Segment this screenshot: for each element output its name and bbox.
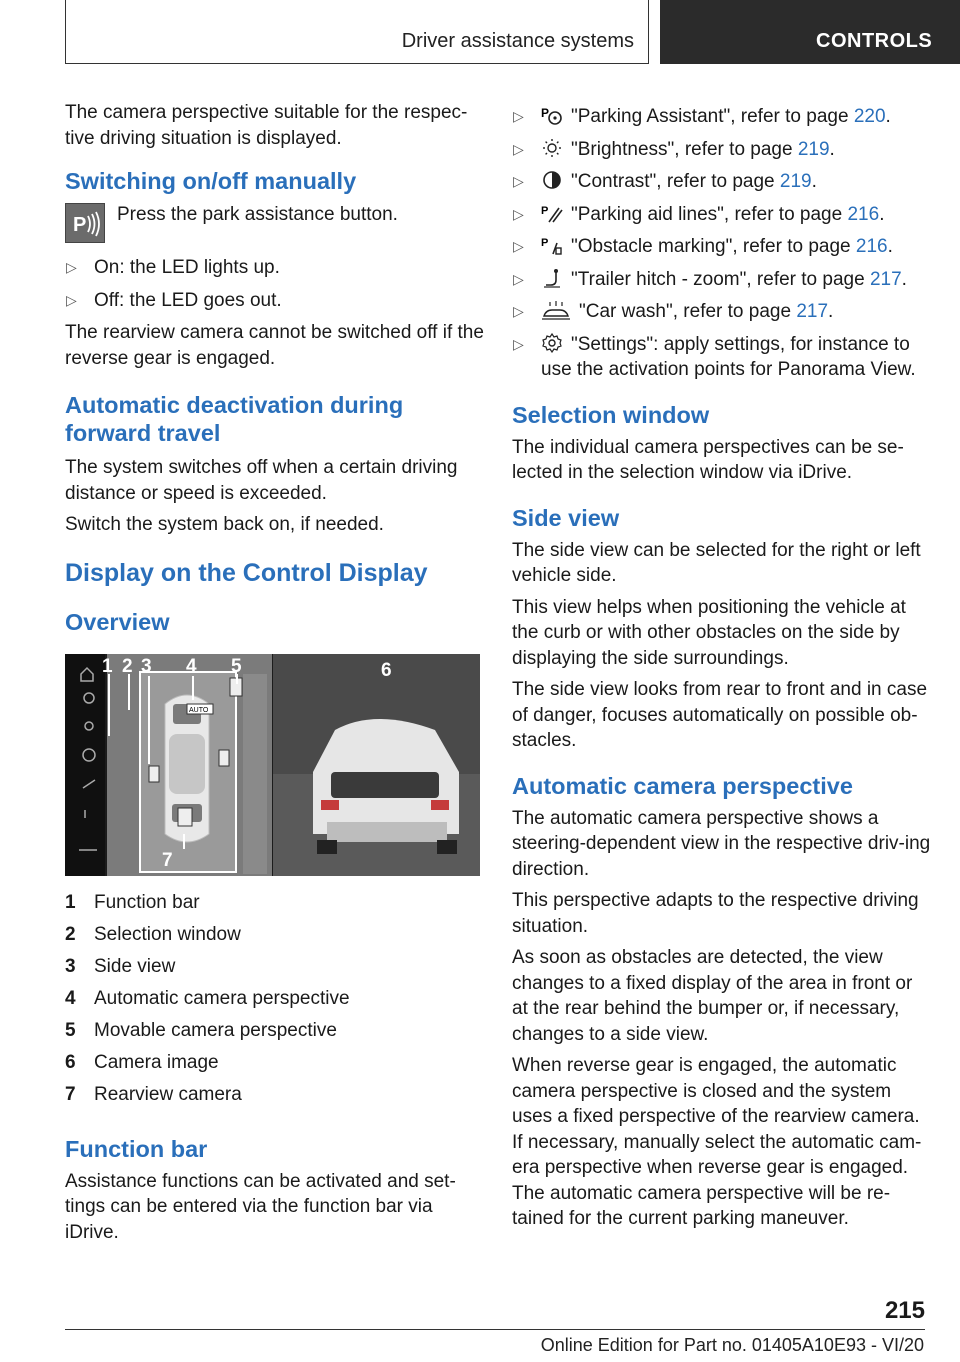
left-column bbox=[65, 100, 485, 1251]
function-bar-text: Assistance functions can be activated and set-tings can be entered via the function bar via iDrive. bbox=[65, 1170, 456, 1243]
bullet-triangle-icon: ▷ bbox=[513, 303, 524, 319]
bullet-triangle-icon: ▷ bbox=[66, 291, 77, 308]
legend-item: 3 Side view bbox=[65, 955, 176, 977]
callout-1: 1 bbox=[102, 655, 113, 677]
list-item: ▷ "Contrast", refer to page 219. bbox=[512, 169, 932, 195]
bullet-triangle-icon: ▷ bbox=[513, 238, 524, 254]
footer-divider bbox=[65, 1329, 925, 1330]
heading-function-bar: Function bar bbox=[65, 1135, 208, 1162]
page-link[interactable]: 217 bbox=[796, 301, 829, 322]
header-section-title: Driver assistance systems bbox=[401, 30, 634, 52]
heading-selection-window: Selection window bbox=[512, 401, 710, 428]
callout-2: 2 bbox=[122, 655, 133, 677]
heading-overview: Overview bbox=[65, 608, 170, 635]
callout-7: 7 bbox=[162, 849, 173, 871]
legend-list bbox=[65, 890, 485, 1107]
auto-deactivation-text: The system switches off when a certain driving distance or speed is exceeded. bbox=[65, 457, 458, 504]
side-view-text-3: The side view looks from rear to front and in case of danger, focuses automatically on possible ob-stacles. bbox=[512, 679, 928, 751]
heading-control-display: Display on the Control Display bbox=[65, 558, 428, 587]
header-section-box bbox=[65, 0, 649, 64]
automatic-camera-text-1: The automatic camera perspective shows a steering-dependent view in the respective driv-ing direction. bbox=[512, 807, 931, 880]
svg-text:P: P bbox=[541, 204, 549, 217]
page-link[interactable]: 216 bbox=[847, 203, 880, 225]
callout-4: 4 bbox=[186, 655, 197, 677]
bullet-triangle-icon: ▷ bbox=[513, 270, 524, 287]
legend-item: 7 Rearview camera bbox=[65, 1083, 242, 1105]
button-instruction-text: Press the park assistance button. bbox=[117, 204, 398, 225]
page-link[interactable]: 219 bbox=[797, 138, 830, 160]
parking-aid-lines-icon bbox=[541, 203, 563, 223]
settings-icon bbox=[541, 333, 563, 353]
bullet-triangle-icon: ▷ bbox=[66, 259, 77, 275]
page-link[interactable]: 216 bbox=[855, 236, 888, 257]
callout-5: 5 bbox=[231, 655, 242, 677]
parking-assistant-icon bbox=[541, 105, 563, 125]
list-item: ▷ On: the LED lights up. bbox=[65, 255, 485, 281]
legend-item: 2 Selection window bbox=[65, 923, 241, 945]
page-link[interactable]: 217 bbox=[869, 268, 902, 290]
header-chapter-box bbox=[660, 0, 960, 64]
automatic-camera-text-3: As soon as obstacles are detected, the view changes to a fixed display of the area in front or at the rear behind the bumper or, if necessary, changes to a side view. bbox=[512, 947, 913, 1045]
heading-auto-deactivation: Automatic deactivation during forward travel bbox=[65, 392, 404, 446]
legend-item: 4 Automatic camera perspective bbox=[65, 987, 350, 1009]
page-number: 215 bbox=[884, 1297, 925, 1324]
automatic-camera-text-4: When reverse gear is engaged, the automatic camera perspective is closed and the system uses a fixed perspective of the rearview camera. If necessary, manually select the automatic cam-era perspective when reverse gear is engaged. The automatic camera perspective will be re-tained for the current parking maneuver. bbox=[512, 1055, 922, 1229]
reverse-gear-note: The rearview camera cannot be switched off if the reverse gear is engaged. bbox=[65, 322, 484, 369]
control-display-screenshot bbox=[65, 654, 480, 876]
legend-item: 5 Movable camera perspective bbox=[65, 1019, 337, 1041]
edition-info: Online Edition for Part no. 01405A10E93 - VI/20 bbox=[540, 1335, 924, 1355]
svg-text:P: P bbox=[541, 106, 550, 120]
bullet-triangle-icon: ▷ bbox=[513, 205, 524, 222]
list-item: ▷ "Trailer hitch - zoom", refer to page 217. bbox=[512, 267, 932, 293]
switch-back-text: Switch the system back on, if needed. bbox=[65, 514, 384, 535]
callout-3: 3 bbox=[141, 655, 152, 677]
bullet-triangle-icon: ▷ bbox=[513, 108, 524, 124]
heading-automatic-camera: Automatic camera perspective bbox=[512, 772, 853, 799]
brightness-icon bbox=[541, 138, 563, 158]
heading-switching: Switching on/off manually bbox=[65, 168, 357, 194]
contrast-icon bbox=[541, 170, 563, 190]
selection-window-text: The individual camera perspectives can be se-lected in the selection window via iDrive. bbox=[512, 436, 904, 483]
list-item: ▷ P "Parking Assistant", refer to page 220. bbox=[512, 104, 932, 130]
list-item: ▷ "Settings": apply settings, for instance to use the activation points for Panorama View. bbox=[513, 333, 916, 380]
list-item: ▷ "Car wash", refer to page 217. bbox=[512, 299, 932, 325]
list-item: ▷ P "Obstacle marking", refer to page 216. bbox=[512, 234, 932, 260]
automatic-camera-text-2: This perspective adapts to the respective driving situation. bbox=[512, 890, 919, 937]
list-item: ▷ "Brightness", refer to page 219. bbox=[512, 137, 932, 163]
callout-6: 6 bbox=[381, 659, 392, 681]
page-link[interactable]: 219 bbox=[779, 171, 812, 192]
list-item: ▷ Off: the LED goes out. bbox=[65, 288, 485, 314]
camera-view-illustration bbox=[65, 654, 480, 876]
heading-side-view: Side view bbox=[512, 504, 620, 531]
legend-item: 6 Camera image bbox=[65, 1051, 219, 1073]
on-off-list bbox=[65, 255, 485, 313]
header-chapter-title: CONTROLS bbox=[816, 30, 933, 52]
bullet-triangle-icon: ▷ bbox=[513, 140, 524, 157]
page-link[interactable]: 220 bbox=[853, 106, 886, 127]
svg-text:P: P bbox=[541, 237, 549, 249]
button-instruction bbox=[65, 203, 485, 243]
trailer-hitch-icon bbox=[541, 268, 563, 288]
svg-text:P: P bbox=[73, 214, 87, 236]
side-view-text-2: This view helps when positioning the vehicle at the curb or with other obstacles on the side by displaying the side surroundings. bbox=[512, 596, 906, 669]
car-wash-icon bbox=[541, 300, 571, 320]
right-column bbox=[512, 100, 932, 1238]
legend-item: 1 Function bar bbox=[65, 891, 200, 913]
park-assistance-button-icon bbox=[65, 203, 105, 243]
bullet-triangle-icon: ▷ bbox=[513, 173, 524, 189]
list-item: ▷ P "Parking aid lines", refer to page 216. bbox=[512, 202, 932, 228]
bullet-triangle-icon: ▷ bbox=[513, 335, 524, 352]
intro-text: The camera perspective suitable for the respec-tive driving situation is displayed. bbox=[65, 102, 468, 149]
auto-label: AUTO bbox=[189, 706, 209, 714]
function-bar-items bbox=[512, 104, 932, 383]
obstacle-marking-icon bbox=[541, 235, 563, 255]
side-view-text-1: The side view can be selected for the right or left vehicle side. bbox=[512, 539, 921, 586]
